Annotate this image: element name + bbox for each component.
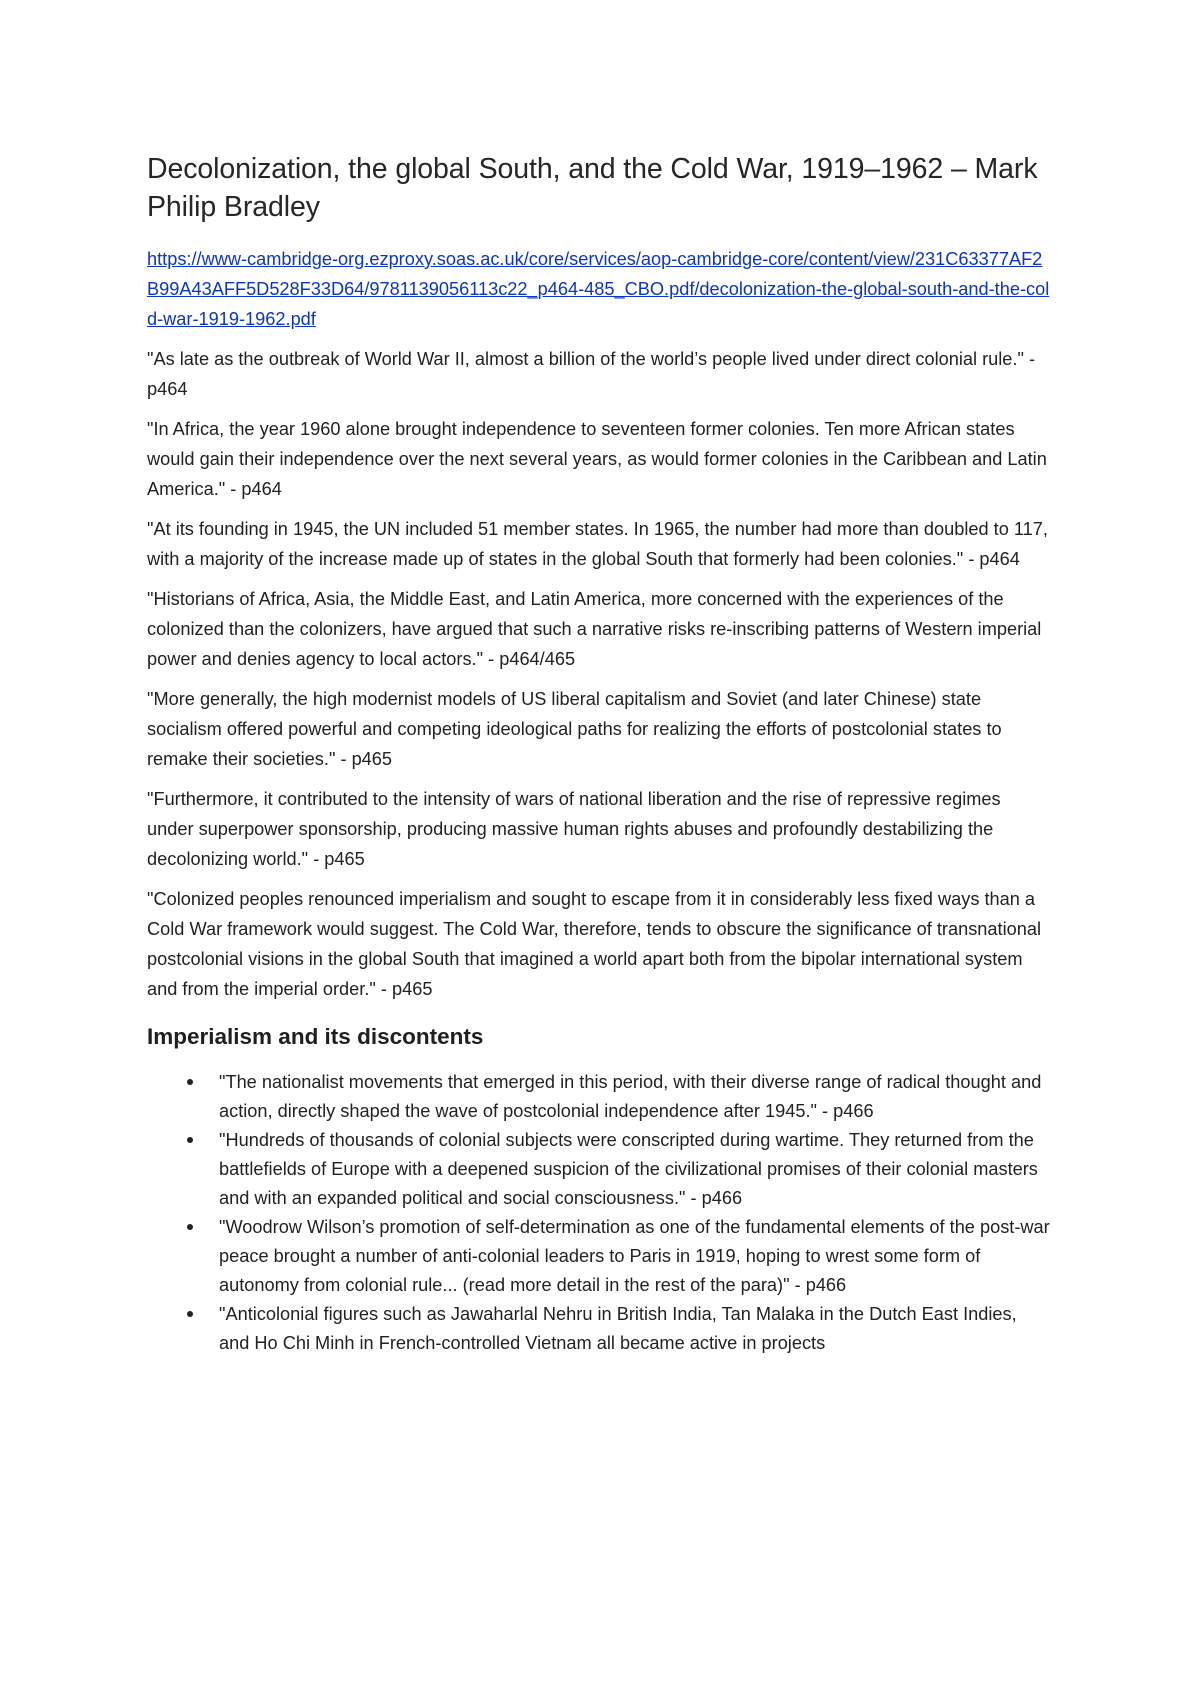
- bullet-icon: [187, 1224, 193, 1230]
- bullet-icon: [187, 1137, 193, 1143]
- quote-paragraph: "At its founding in 1945, the UN included 51 member states. In 1965, the number had more than doubled to 117, with a majority of the increase made up of states in the global South that formerly had been colonies." - p464: [147, 519, 1048, 569]
- bullet-list: [147, 1068, 1050, 1358]
- list-item: [147, 1126, 1050, 1213]
- source-link[interactable]: https://www-cambridge-org.ezproxy.soas.ac.uk/core/services/aop-cambridge-core/content/view/231C63377AF2B99A43AFF5D528F33D64/9781139056113c22_p464-485_CBO.pdf/decolonization-the-global-south-and-the-cold-war-1919-1962.pdf: [147, 249, 1050, 329]
- quote-paragraph: "Historians of Africa, Asia, the Middle East, and Latin America, more concerned with the experiences of the colonized than the colonizers, have argued that such a narrative risks re-inscribing patterns of Western imperial power and denies agency to local actors." - p464/465: [147, 589, 1042, 669]
- quote-paragraph: "Colonized peoples renounced imperialism and sought to escape from it in considerably less fixed ways than a Cold War framework would suggest. The Cold War, therefore, tends to obscure the significance of transnational postcolonial visions in the global South that imagined a world apart both from the bipolar international system and from the imperial order." - p465: [147, 889, 1041, 999]
- list-item-text: "Anticolonial figures such as Jawaharlal Nehru in British India, Tan Malaka in the Dutch East Indies, and Ho Chi Minh in French-controlled Vietnam all became active in projects: [219, 1304, 1017, 1353]
- bullet-icon: [187, 1079, 193, 1085]
- list-item: [147, 1213, 1050, 1300]
- list-item-text: "The nationalist movements that emerged in this period, with their diverse range of radical thought and action, directly shaped the wave of postcolonial independence after 1945." - p466: [219, 1072, 1042, 1121]
- list-item: [147, 1300, 1050, 1358]
- quote-paragraph: "Furthermore, it contributed to the intensity of wars of national liberation and the rise of repressive regimes under superpower sponsorship, producing massive human rights abuses and profoundly destabilizing the decolonizing world." - p465: [147, 789, 1001, 869]
- list-item: [147, 1068, 1050, 1126]
- list-item-text: "Hundreds of thousands of colonial subjects were conscripted during wartime. They returned from the battlefields of Europe with a deepened suspicion of the civilizational promises of their colonial masters and with an expanded political and social consciousness." - p466: [219, 1130, 1038, 1208]
- document-title: Decolonization, the global South, and the Cold War, 1919–1962 – Mark Philip Bradley: [147, 153, 1038, 223]
- quote-paragraph: "More generally, the high modernist models of US liberal capitalism and Soviet (and later Chinese) state socialism offered powerful and competing ideological paths for realizing the efforts of postcolonial states to remake their societies." - p465: [147, 689, 1002, 769]
- quote-paragraph: "In Africa, the year 1960 alone brought independence to seventeen former colonies. Ten more African states would gain their independence over the next several years, as would former colonies in the Caribbean and Latin America." - p464: [147, 419, 1047, 499]
- quote-paragraph: "As late as the outbreak of World War II, almost a billion of the world’s people lived under direct colonial rule." - p464: [147, 349, 1036, 399]
- list-item-text: "Woodrow Wilson’s promotion of self-determination as one of the fundamental elements of the post-war peace brought a number of anti-colonial leaders to Paris in 1919, hoping to wrest some form of autonomy from colonial rule... (read more detail in the rest of the para)" - p466: [219, 1217, 1050, 1295]
- section-heading: Imperialism and its discontents: [147, 1024, 484, 1049]
- bullet-icon: [187, 1311, 193, 1317]
